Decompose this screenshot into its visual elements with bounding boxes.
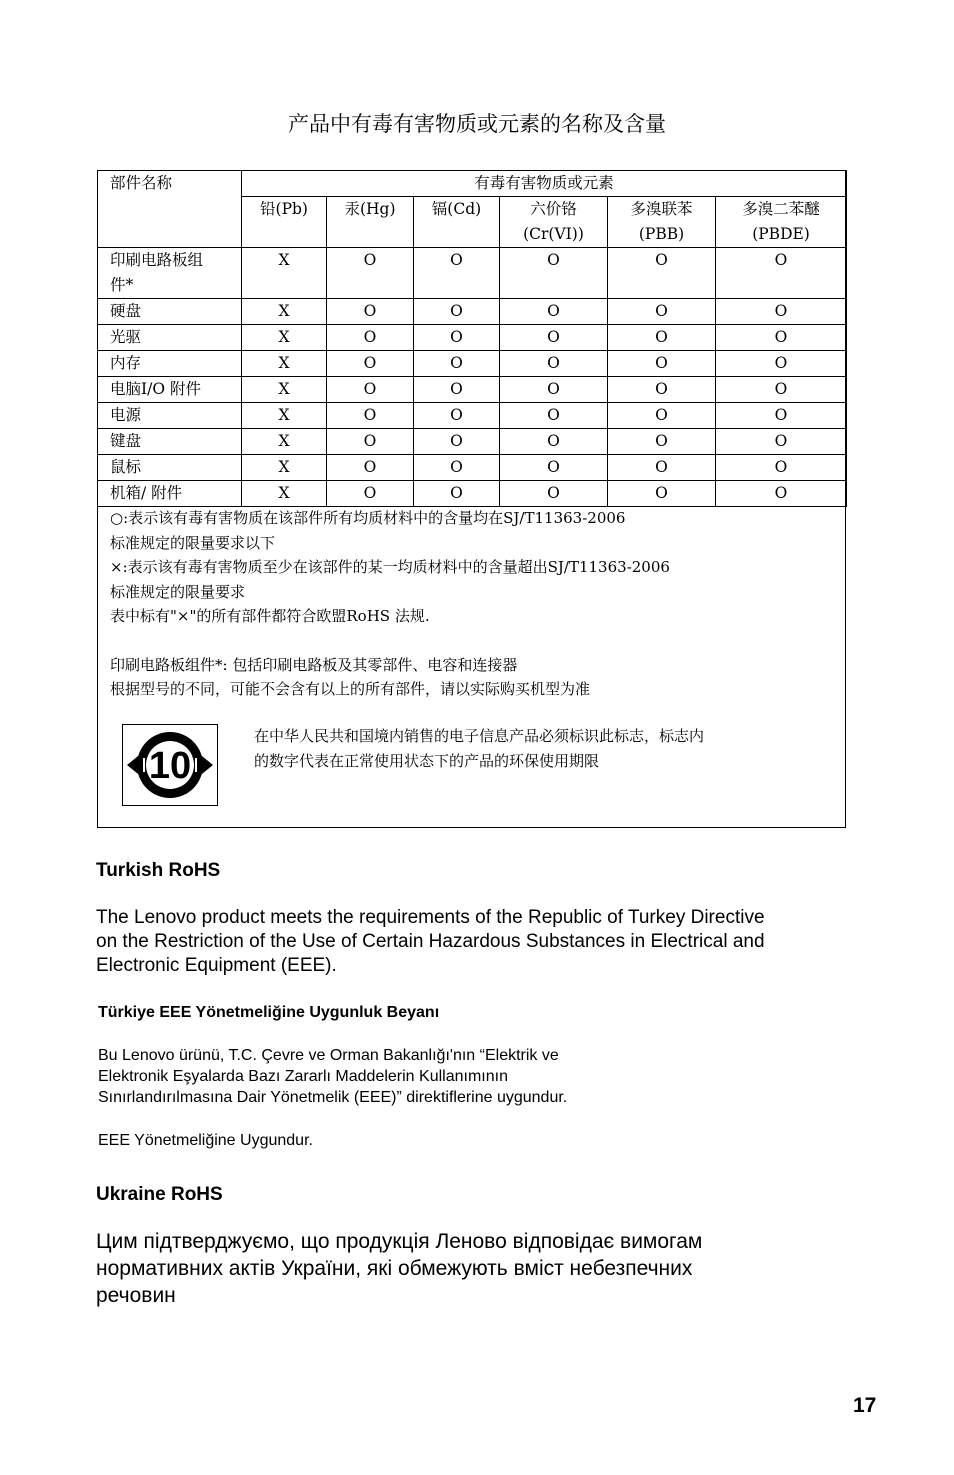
paragraph-line: Electronic Equipment (EEE). bbox=[96, 955, 337, 976]
substance-value-cell: O bbox=[414, 481, 500, 507]
table-row bbox=[98, 455, 847, 481]
substance-value-cell: O bbox=[608, 429, 716, 455]
column-header: 镉(Cd) bbox=[414, 197, 500, 248]
substance-value-cell: O bbox=[414, 429, 500, 455]
substance-value-cell: O bbox=[327, 429, 414, 455]
turkish-declaration-text bbox=[98, 1045, 878, 1108]
column-header: 多溴联苯 (PBB) bbox=[608, 197, 716, 248]
substance-value-cell: O bbox=[716, 248, 847, 299]
part-name-cell: 光驱 bbox=[98, 325, 242, 351]
substance-value-cell: O bbox=[716, 299, 847, 325]
table-row bbox=[98, 403, 847, 429]
substance-value-cell: O bbox=[327, 248, 414, 299]
part-name-cell: 键盘 bbox=[98, 429, 242, 455]
substance-value-cell: O bbox=[327, 325, 414, 351]
substance-value-cell: X bbox=[242, 351, 327, 377]
declaration-line: Sınırlandırılmasına Dair Yönetmelik (EEE)” direktiflerine uygundur. bbox=[98, 1089, 568, 1106]
column-header: 多溴二苯醚 (PBDE) bbox=[716, 197, 847, 248]
part-name-cell: 机箱/ 附件 bbox=[98, 481, 242, 507]
substance-value-cell: X bbox=[242, 455, 327, 481]
table-row bbox=[98, 351, 847, 377]
substance-value-cell: O bbox=[608, 248, 716, 299]
part-name-header: 部件名称 bbox=[98, 171, 242, 248]
substance-value-cell: O bbox=[327, 377, 414, 403]
substance-value-cell: O bbox=[327, 351, 414, 377]
part-name-cell: 硬盘 bbox=[98, 299, 242, 325]
note-line: 标准规定的限量要求以下 bbox=[110, 533, 276, 552]
substance-value-cell: O bbox=[500, 377, 608, 403]
table-row bbox=[98, 481, 847, 507]
substance-value-cell: O bbox=[608, 455, 716, 481]
turkish-declaration-title: Türkiye EEE Yönetmeliğine Uygunluk Beyanı bbox=[98, 1004, 440, 1021]
substance-value-cell: O bbox=[414, 351, 500, 377]
efup-10-logo bbox=[122, 724, 218, 806]
turkish-rohs-paragraph bbox=[96, 906, 886, 978]
paragraph-line: речовин bbox=[96, 1284, 176, 1307]
pcb-note-line: 根据型号的不同，可能不会含有以上的所有部件，请以实际购买机型为准 bbox=[110, 680, 591, 698]
substance-value-cell: O bbox=[608, 299, 716, 325]
table-row bbox=[98, 299, 847, 325]
declaration-line: Elektronik Eşyalarda Bazı Zararlı Maddelerin Kullanımının bbox=[98, 1068, 508, 1085]
efup-description bbox=[254, 724, 844, 774]
declaration-line: Bu Lenovo ürünü, T.C. Çevre ve Orman Bakanlığı'nın “Elektrik ve bbox=[98, 1047, 559, 1064]
substance-value-cell: O bbox=[716, 429, 847, 455]
substance-value-cell: O bbox=[327, 403, 414, 429]
substance-value-cell: O bbox=[716, 455, 847, 481]
substance-value-cell: O bbox=[500, 429, 608, 455]
substance-value-cell: O bbox=[716, 351, 847, 377]
part-name-cell: 印刷电路板组 件* bbox=[98, 248, 242, 299]
table-row bbox=[98, 429, 847, 455]
substance-value-cell: O bbox=[414, 299, 500, 325]
part-name-cell: 内存 bbox=[98, 351, 242, 377]
substance-value-cell: O bbox=[716, 325, 847, 351]
table-notes bbox=[110, 506, 840, 702]
substance-value-cell: O bbox=[414, 248, 500, 299]
substances-header: 有毒有害物质或元素 bbox=[242, 171, 847, 197]
substance-value-cell: O bbox=[608, 403, 716, 429]
substance-value-cell: O bbox=[716, 481, 847, 507]
paragraph-line: on the Restriction of the Use of Certain Hazardous Substances in Electrical and bbox=[96, 931, 765, 952]
hazardous-substances-table bbox=[97, 170, 847, 507]
substance-value-cell: O bbox=[500, 248, 608, 299]
substance-value-cell: O bbox=[327, 455, 414, 481]
column-header: 铅(Pb) bbox=[242, 197, 327, 248]
paragraph-line: нормативних актів України, які обмежують вміст небезпечних bbox=[96, 1257, 693, 1280]
substance-value-cell: O bbox=[500, 403, 608, 429]
efup-number: 10 bbox=[148, 745, 192, 787]
substance-value-cell: O bbox=[500, 299, 608, 325]
paragraph-line: The Lenovo product meets the requirements of the Republic of Turkey Directive bbox=[96, 907, 765, 928]
recycle-arrows-icon bbox=[123, 725, 217, 805]
table-row bbox=[98, 325, 847, 351]
substance-value-cell: X bbox=[242, 403, 327, 429]
table-row bbox=[98, 377, 847, 403]
efup-text-line: 在中华人民共和国境内销售的电子信息产品必须标识此标志，标志内 bbox=[254, 727, 705, 745]
substance-value-cell: X bbox=[242, 248, 327, 299]
column-header: 六价铬 (Cr(VI)) bbox=[500, 197, 608, 248]
part-name-cell: 电源 bbox=[98, 403, 242, 429]
substance-value-cell: O bbox=[608, 351, 716, 377]
substance-value-cell: O bbox=[500, 325, 608, 351]
substance-value-cell: O bbox=[608, 481, 716, 507]
ukraine-rohs-paragraph bbox=[96, 1228, 886, 1309]
note-line: ○:表示该有毒有害物质在该部件所有均质材料中的含量均在SJ/T11363-2006 bbox=[110, 509, 626, 527]
substance-value-cell: O bbox=[414, 403, 500, 429]
substance-value-cell: O bbox=[608, 377, 716, 403]
substance-value-cell: X bbox=[242, 325, 327, 351]
part-name-cell: 鼠标 bbox=[98, 455, 242, 481]
ukraine-rohs-heading: Ukraine RoHS bbox=[96, 1184, 223, 1205]
substance-value-cell: O bbox=[327, 299, 414, 325]
substance-value-cell: X bbox=[242, 377, 327, 403]
china-rohs-table-box bbox=[97, 170, 846, 828]
note-line: 表中标有"×"的所有部件都符合欧盟RoHS 法规. bbox=[110, 607, 430, 625]
part-name-cell: 电脑I/O 附件 bbox=[98, 377, 242, 403]
substance-value-cell: O bbox=[414, 377, 500, 403]
note-line: 标准规定的限量要求 bbox=[110, 582, 246, 601]
substance-value-cell: O bbox=[608, 325, 716, 351]
note-line: ×:表示该有毒有害物质至少在该部件的某一均质材料中的含量超出SJ/T11363-2006 bbox=[110, 558, 670, 576]
table-row bbox=[98, 248, 847, 299]
substance-value-cell: O bbox=[500, 351, 608, 377]
substance-value-cell: X bbox=[242, 299, 327, 325]
china-rohs-title: 产品中有毒有害物质或元素的名称及含量 bbox=[288, 112, 666, 136]
substance-value-cell: O bbox=[414, 455, 500, 481]
substance-value-cell: O bbox=[716, 403, 847, 429]
column-header: 汞(Hg) bbox=[327, 197, 414, 248]
substance-value-cell: O bbox=[716, 377, 847, 403]
substance-value-cell: O bbox=[327, 481, 414, 507]
turkish-conformity: EEE Yönetmeliğine Uygundur. bbox=[98, 1132, 313, 1149]
substance-value-cell: O bbox=[500, 481, 608, 507]
substance-value-cell: O bbox=[414, 325, 500, 351]
substance-value-cell: X bbox=[242, 429, 327, 455]
turkish-rohs-heading: Turkish RoHS bbox=[96, 860, 221, 881]
efup-text-line: 的数字代表在正常使用状态下的产品的环保使用期限 bbox=[254, 752, 600, 770]
substance-value-cell: X bbox=[242, 481, 327, 507]
page-number: 17 bbox=[853, 1394, 877, 1417]
pcb-note-line: 印刷电路板组件*: 包括印刷电路板及其零部件、电容和连接器 bbox=[110, 655, 518, 674]
substance-value-cell: O bbox=[500, 455, 608, 481]
paragraph-line: Цим підтверджуємо, що продукція Леново відповідає вимогам bbox=[96, 1230, 703, 1253]
